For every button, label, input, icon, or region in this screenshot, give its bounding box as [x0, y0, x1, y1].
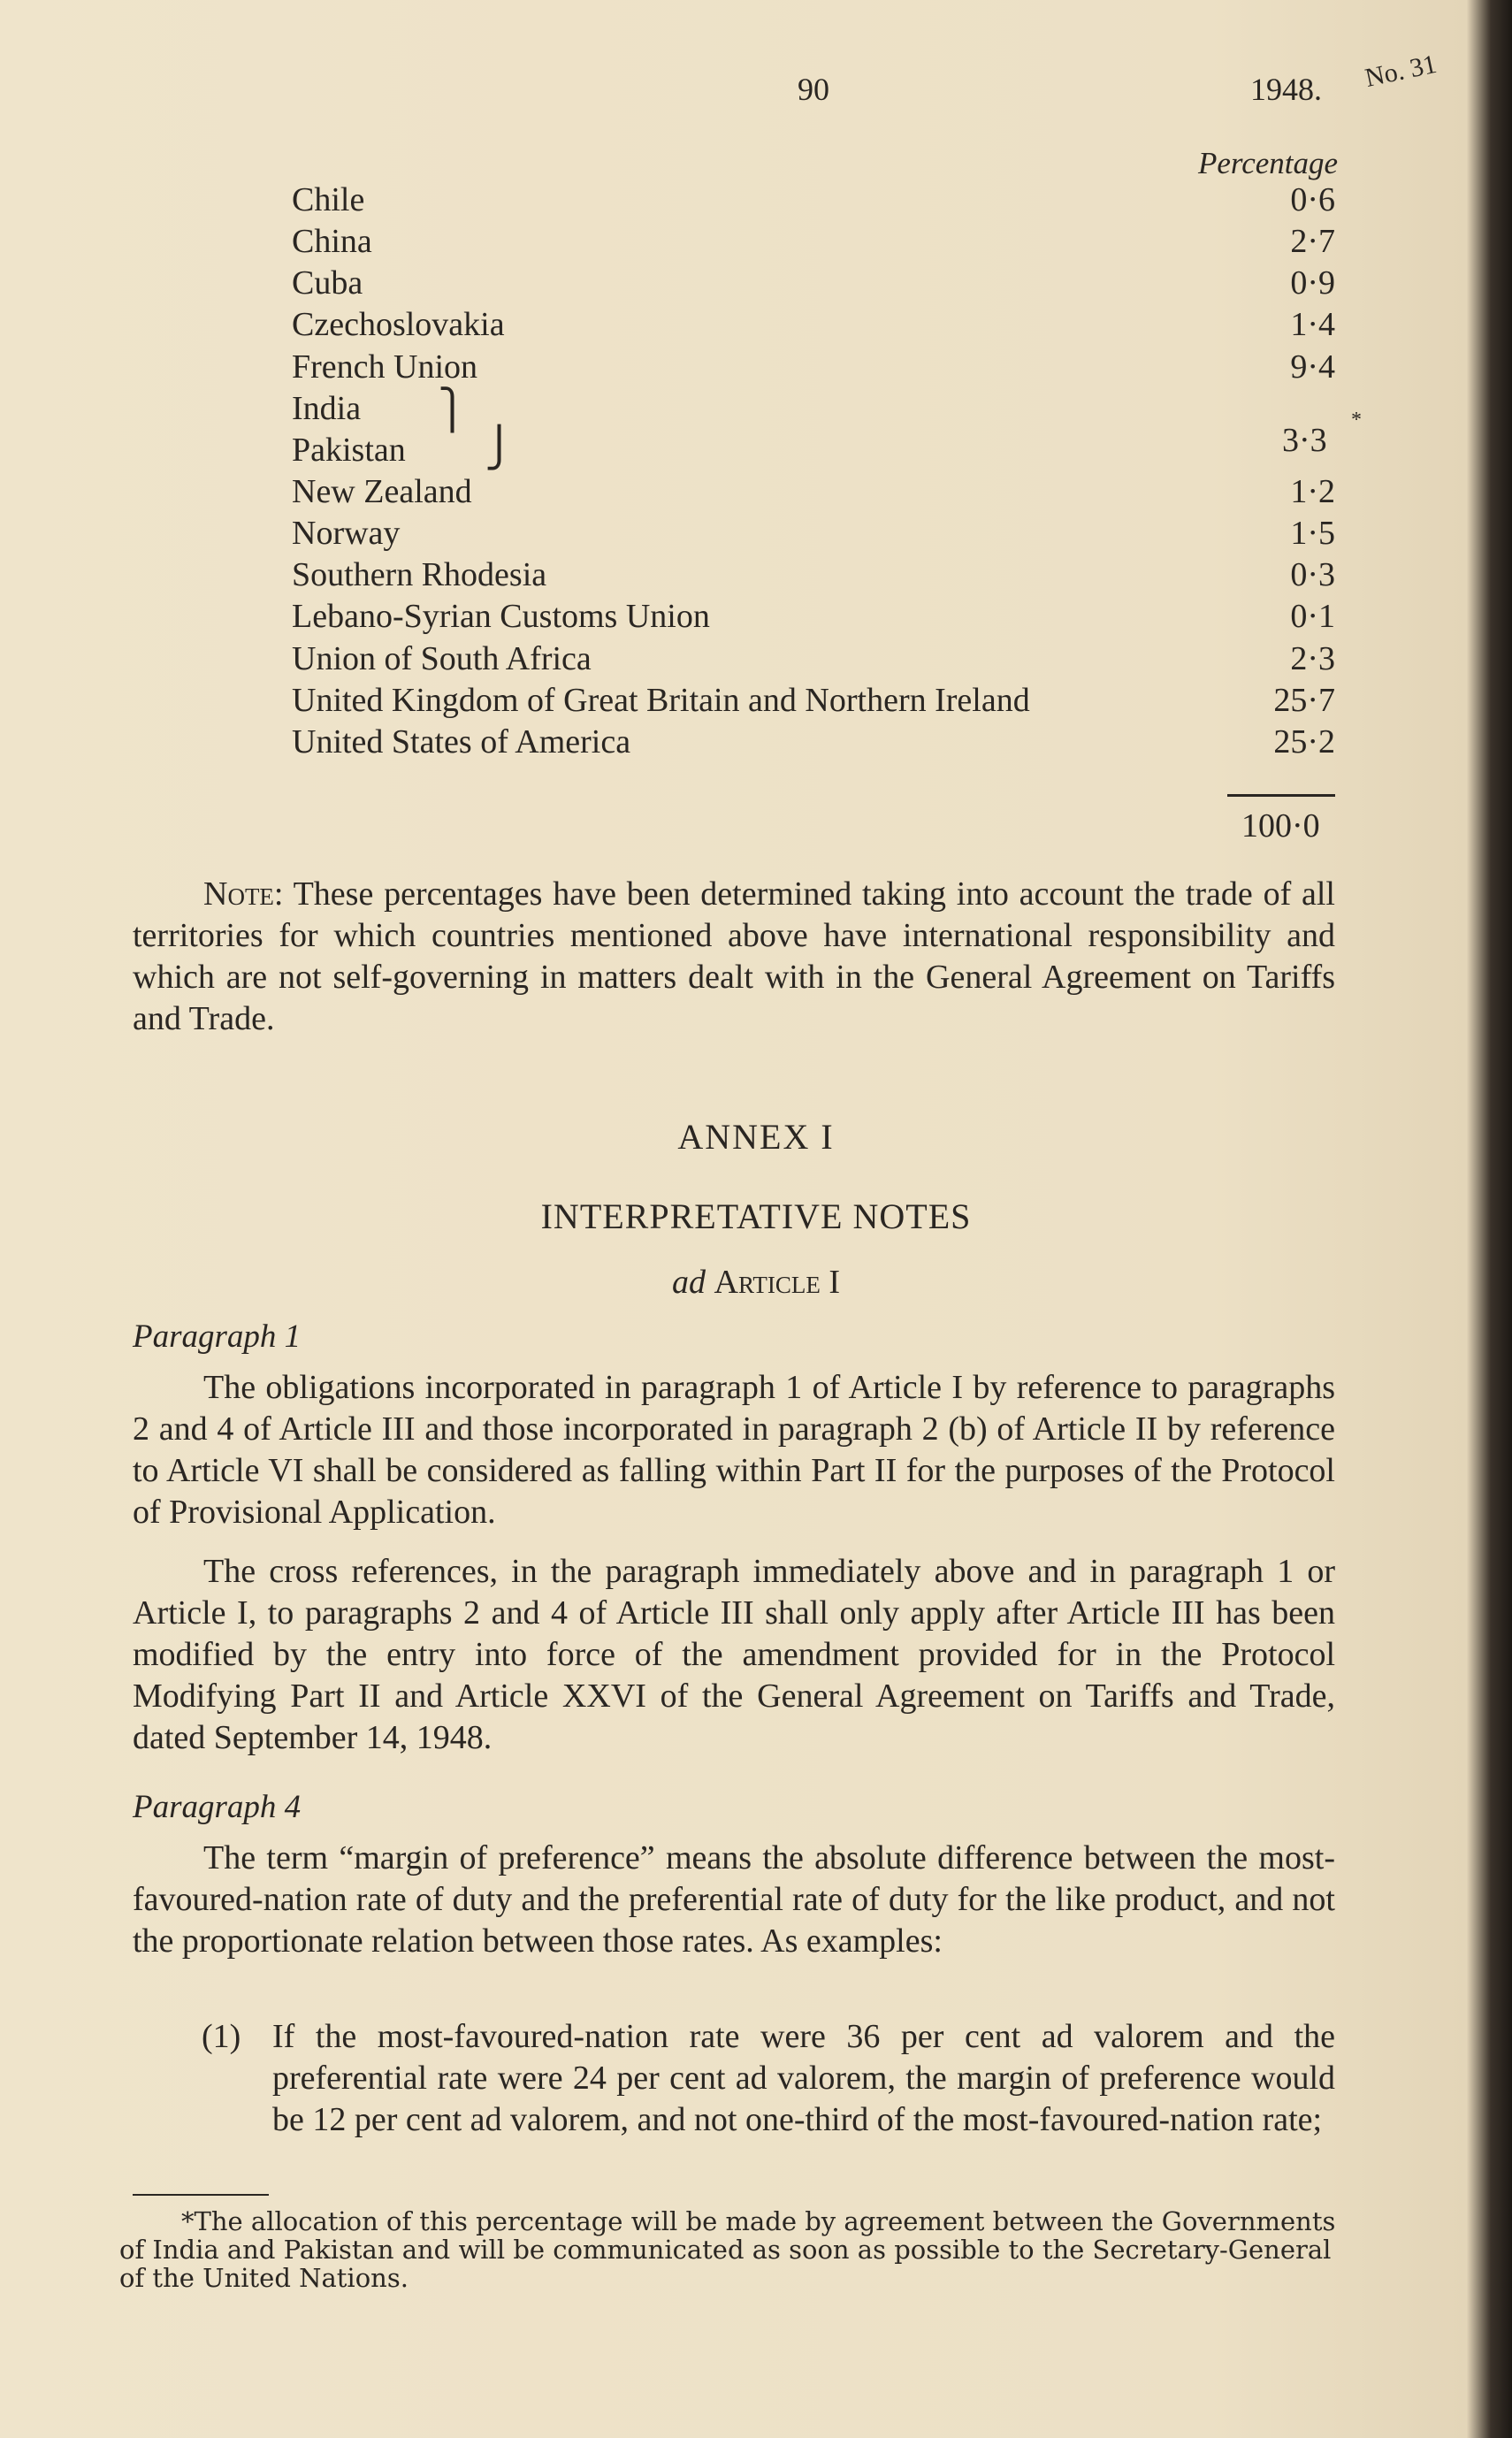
table-row: [292, 597, 1335, 638]
country-name: Chile: [292, 181, 365, 218]
table-row: [292, 348, 1335, 388]
table-row: [292, 264, 1335, 304]
table-row: [292, 389, 1335, 430]
total-value: 100·0: [1241, 807, 1320, 845]
percentage-value: 9·4: [1290, 348, 1335, 386]
percentage-value: 0·3: [1290, 556, 1335, 593]
example-1-label: (1): [202, 2018, 241, 2055]
table-row: [292, 514, 1335, 554]
percentage-value: 1·5: [1290, 515, 1335, 552]
country-name: United States of America: [292, 723, 631, 760]
corner-number: No. 31: [1362, 49, 1439, 94]
year: 1948.: [1250, 72, 1322, 107]
country-name: United Kingdom of Great Britain and Northern Ireland: [292, 682, 1030, 719]
paragraph-1-heading: Paragraph 1: [133, 1318, 302, 1355]
annex-title: ANNEX I: [677, 1117, 835, 1157]
country-name: Norway: [292, 515, 401, 552]
footnote: [119, 2207, 1340, 2292]
percentage-value: 25·7: [1273, 682, 1335, 719]
percentage-value: 0·1: [1290, 598, 1335, 635]
country-name: Czechoslovakia: [292, 306, 505, 343]
country-name: Cuba: [292, 264, 363, 302]
percentage-column-header: Percentage: [1198, 146, 1339, 180]
country-name: Lebano-Syrian Customs Union: [292, 598, 710, 635]
percentage-value: 1·4: [1290, 306, 1335, 343]
table-row: [292, 639, 1335, 680]
percentage-value: 2·3: [1290, 640, 1335, 677]
page-number: 90: [798, 72, 829, 107]
table-row: [292, 180, 1335, 221]
country-name: Pakistan: [292, 432, 406, 469]
note-text: These percentages have been determined taking into account the trade of all territories for which countries mentioned above have international responsibility and which are not self-governing in matters dealt with in the General Agreement on Tariffs and Trade.: [133, 875, 1335, 1037]
footnote-rule: [133, 2194, 269, 2196]
note-paragraph: [133, 874, 1335, 1040]
paragraph-1-cross-references: The cross references, in the paragraph immediately above and in paragraph 1 or Article I, to paragraphs 2 and 4 of Article III shall only apply after Article III has been modified by the entry into force of the amendment provided for in the Protocol Modifying Part II and Article XXVI of the General Agreement on Tariffs and Trade, dated September 14, 1948.: [133, 1553, 1335, 1756]
ad-label: ad: [672, 1264, 706, 1301]
country-name: Southern Rhodesia: [292, 556, 547, 593]
table-row: [292, 681, 1335, 722]
paragraph-1-text: The obligations incorporated in paragraph 1 of Article I by reference to paragraphs 2 and 4 of Article III and those incorporated in paragraph 2 (b) of Article II by reference to Article VI shall be considered as falling within Part II for the purposes of the Protocol of Provisional Application.: [133, 1369, 1335, 1531]
footnote-marker: *: [181, 2206, 195, 2236]
annex-article-heading: [0, 1263, 1512, 1302]
example-1: [202, 2016, 1335, 2141]
pakistan-brace: ⎭: [485, 426, 514, 470]
total-rule: [1227, 794, 1335, 797]
table-row: [292, 426, 1335, 471]
paragraph-4-heading: Paragraph 4: [133, 1789, 302, 1825]
table-row: [292, 722, 1335, 763]
example-1-text: If the most-favoured-nation rate were 36 per cent ad valorem and the preferential rate were 24 per cent ad valorem, the margin of preference would be 12 per cent ad valorem, and not one-third of the most-favoured-nation rate;: [272, 2018, 1335, 2138]
percentage-value: 2·7: [1290, 223, 1335, 260]
table-row: [292, 555, 1335, 596]
table-row: [292, 305, 1335, 346]
paragraph-4-text: The term “margin of preference” means the absolute difference between the most-favoured-nation rate of duty and the preferential rate of duty for the like product, and not the proportionate relation between those rates. As examples:: [133, 1839, 1335, 1960]
footnote-text: The allocation of this percentage will be made by agreement between the Governments of India and Pakistan and will be communicated as soon as possible to the Secretary-General of the United Nations.: [119, 2206, 1336, 2293]
percentage-value: 25·2: [1273, 723, 1335, 760]
annex-subtitle: INTERPRETATIVE NOTES: [540, 1196, 972, 1236]
country-name: French Union: [292, 348, 478, 386]
country-name: New Zealand: [292, 473, 472, 510]
table-row: [292, 222, 1335, 263]
india-pakistan-value: 3·3: [1282, 422, 1327, 459]
percentage-value: 1·2: [1290, 473, 1335, 510]
note-label: Note:: [203, 875, 284, 913]
table-row: [292, 472, 1335, 513]
article-label: Article I: [714, 1264, 840, 1301]
percentage-value: 0·6: [1290, 181, 1335, 218]
india-brace: ⎫: [438, 388, 467, 432]
country-name: China: [292, 223, 372, 260]
percentage-value: 0·9: [1290, 264, 1335, 302]
country-name: India: [292, 390, 362, 427]
footnote-asterisk: *: [1351, 409, 1362, 432]
country-name: Union of South Africa: [292, 640, 592, 677]
